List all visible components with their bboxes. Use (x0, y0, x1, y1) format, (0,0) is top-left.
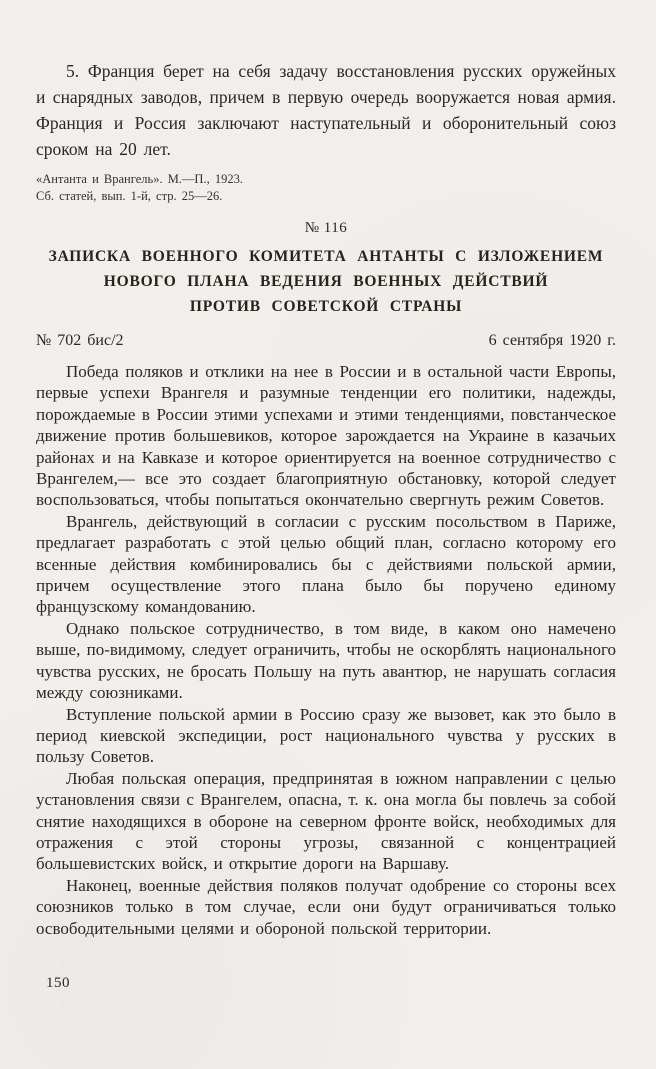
body-paragraph: Наконец, военные действия поляков получат одобрение со стороны всех союзников только в том случае, если они будут ограничиваться только освободительными целями и обороной польской территории. (36, 875, 616, 938)
document-title-line-3: ПРОТИВ СОВЕТСКОЙ СТРАНЫ (189, 298, 463, 315)
source-citation-line-2: Сб. статей, вып. 1-й, стр. 25—26. (36, 189, 223, 203)
document-title-line-2: НОВОГО ПЛАНА ВЕДЕНИЯ ВОЕННЫХ ДЕЙСТВИЙ (103, 273, 549, 290)
source-citation-line-1: «Антанта и Врангель». М.—П., 1923. (36, 172, 243, 186)
page-number: 150 (46, 975, 70, 991)
reference-number: № 702 бис/2 (36, 332, 124, 349)
body-paragraph: Любая польская операция, предпринятая в южном направлении с целью установления связи с Врангелем, опасна, т. к. она могла бы повлечь за собой снятие находящихся в обороне на северном фронте войск, необходимых для отражения с этой стороны угрозы, связанной с концентрацией большевистских войск, и открытие дороги на Варшаву. (36, 768, 616, 874)
document-title (36, 244, 616, 319)
document-title-line-1: ЗАПИСКА ВОЕННОГО КОМИТЕТА АНТАНТЫ С ИЗЛОЖЕНИЕМ (48, 248, 604, 265)
body-paragraph: Врангель, действующий в согласии с русским посольством в Париже, предлагает разработать с этой целью общий план, согласно которому его всенные действия комбинировались бы с действиями польской армии, причем осуществление этого плана было бы поручено единому французскому командованию. (36, 511, 616, 617)
body-paragraph: Вступление польской армии в Россию сразу же вызовет, как это было в период киевской экспедиции, рост национального чувства у русских в пользу Советов. (36, 704, 616, 767)
document-number: № 116 (304, 220, 348, 236)
preceding-document-paragraph: 5. Франция берет на себя задачу восстановления русских оружейных и снарядных заводов, причем в первую очередь вооружается новая армия. Франция и Россия заключают наступательный и оборонительный союз сроком на 20 лет. (36, 61, 616, 159)
body-paragraph: Победа поляков и отклики на нее в России и в остальной части Европы, первые успехи Врангеля и разумные тенденции его политики, надежды, порождаемые в России этими успехами и этими тенденциями, повстанческое движение против большевиков, которое зарождается на Украине в казачьих районах и на Кавказе и которое ориентируется на военное сотрудничество с Врангелем,— все это создает благоприятную обстановку, которой следует воспользоваться, чтобы попытаться окончательно свергнуть режим Советов. (36, 362, 616, 510)
document-date: 6 сентября 1920 г. (488, 332, 616, 349)
body-paragraph: Однако польское сотрудничество, в том виде, в каком оно намечено выше, по-видимому, следует ограничить, чтобы не оскорблять национального чувства русских, не бросать Польшу на путь авантюр, не нарушать согласия между союзниками. (36, 618, 616, 703)
reference-row (36, 332, 616, 350)
source-citation (36, 171, 616, 205)
document-body (36, 361, 616, 939)
